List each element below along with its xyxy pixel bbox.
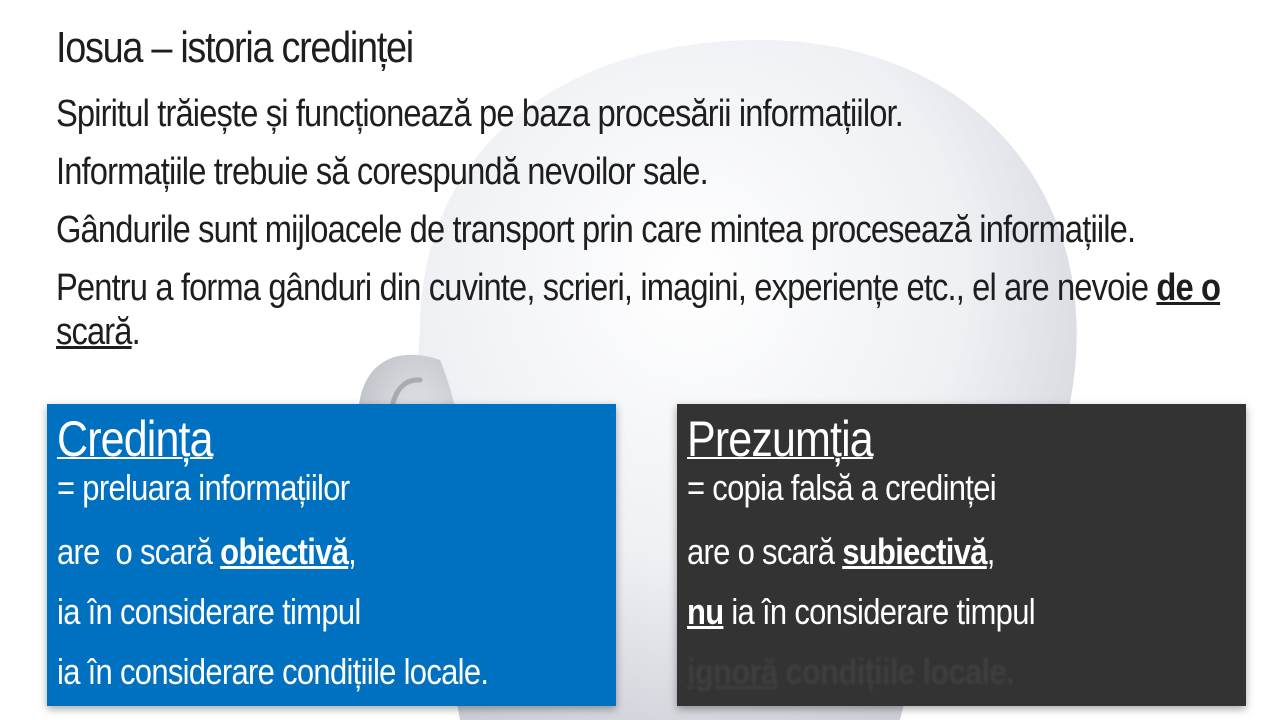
- presumption-box: [677, 404, 1246, 706]
- presumption-scale-line: [687, 532, 1246, 572]
- body-line-4-emphasis: de o: [1156, 267, 1221, 309]
- faith-scale-suffix: ,: [348, 531, 357, 572]
- body-line-4-prefix: Pentru a forma gânduri din cuvinte, scrieri, imagini, experiențe etc., el are nevoie: [56, 267, 1157, 309]
- presumption-heading: Prezumția: [687, 411, 873, 467]
- faith-heading: Credința: [57, 411, 213, 467]
- faith-local-line: ia în considerare condițiile locale.: [57, 651, 489, 692]
- faith-scale-word: obiectivă: [220, 531, 349, 572]
- presumption-local-line: [687, 652, 1246, 692]
- presumption-time-line: [687, 592, 1246, 632]
- presumption-time-rest: ia în considerare timpul: [723, 591, 1035, 632]
- faith-scale-line: [57, 532, 616, 572]
- faith-definition: = preluara informațiilor: [57, 467, 350, 508]
- body-line-1: Spiritul trăiește și funcționează pe baza procesării informațiilor.: [56, 93, 903, 135]
- faith-scale-prefix: are o scară: [57, 531, 221, 572]
- faith-time-line: ia în considerare timpul: [57, 591, 361, 632]
- presumption-scale-prefix: are o scară: [687, 531, 843, 572]
- presumption-time-negation: nu: [687, 591, 724, 632]
- body-line-4-suffix: .: [131, 311, 140, 353]
- faith-box: [47, 404, 616, 706]
- presumption-scale-suffix: ,: [986, 531, 995, 572]
- presumption-local-strong: ignoră: [687, 651, 778, 692]
- body-line-2: Informațiile trebuie să corespundă nevoilor sale.: [56, 151, 708, 193]
- body-line-3: Gândurile sunt mijloacele de transport prin care mintea procesează informațiile.: [56, 209, 1136, 251]
- body-line-4-underlined-word: scară: [56, 311, 132, 353]
- presumption-definition: = copia falsă a credinței: [687, 467, 996, 508]
- presumption-local-rest: condițiile locale.: [777, 651, 1014, 692]
- presumption-scale-word: subiectivă: [842, 531, 987, 572]
- body-text: [56, 92, 1243, 368]
- body-line-4: [56, 266, 1243, 354]
- slide-title: Iosua – istoria credinței: [56, 23, 413, 72]
